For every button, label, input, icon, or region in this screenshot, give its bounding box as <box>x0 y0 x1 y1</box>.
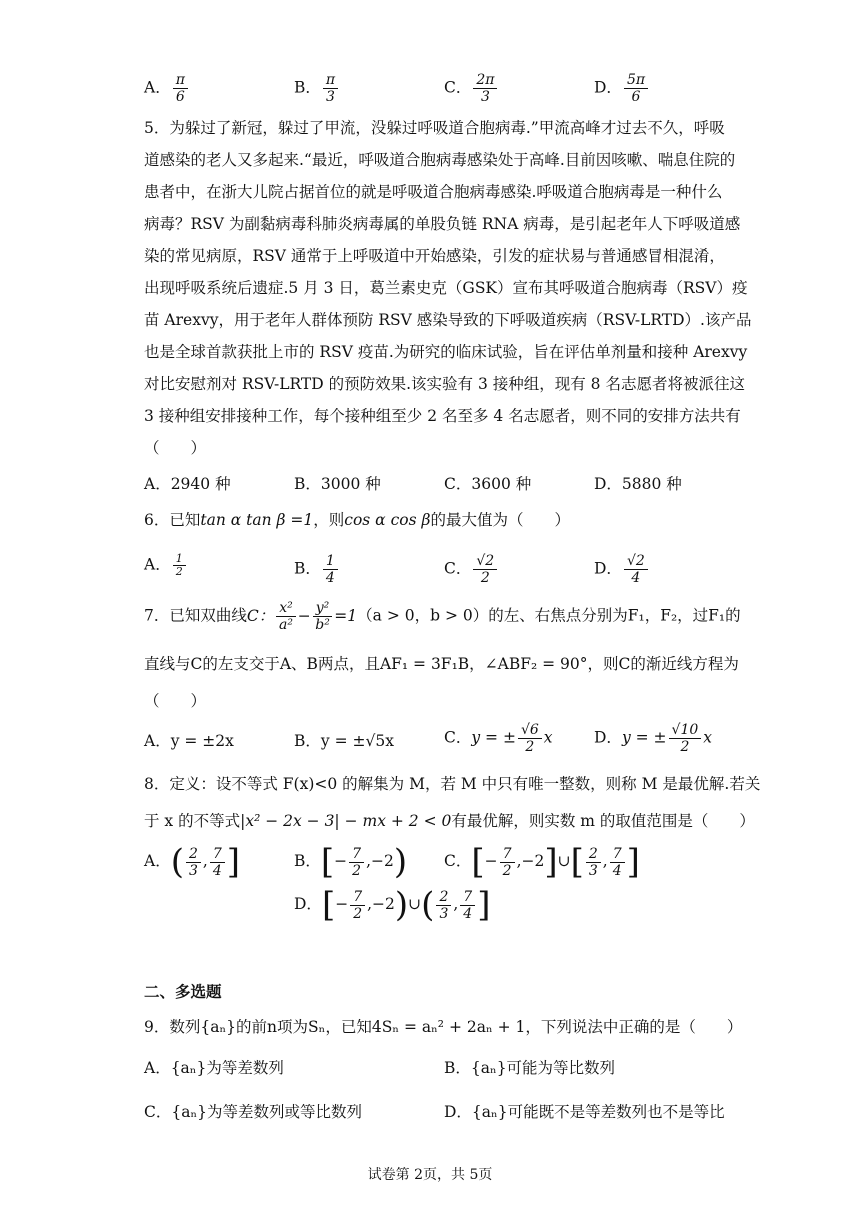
q9-option-a: A．{aₙ}为等差数列 <box>144 1059 284 1077</box>
q5-option-c: C．3600 种 <box>444 475 532 493</box>
q5-line-4: 病毒？RSV 为副黏病毒科肺炎病毒属的单股负链 RNA 病毒，是引起老年人下呼吸道感 <box>144 215 741 233</box>
q5-option-a: A．2940 种 <box>144 475 231 493</box>
q8-line-2: 于 x 的不等式|x² − 2x − 3| − mx + 2 < 0有最优解，则实数 m 的取值范围是（ ） <box>144 812 755 830</box>
q4-option-c: C． $\frac{2\pi}{3}$ <box>444 72 499 105</box>
page-footer: 试卷第 2页，共 5页 <box>367 1167 493 1183</box>
q9-stem: 9．数列{aₙ}的前n项为Sₙ，已知4Sₙ = aₙ² + 2aₙ + 1，下列说法中正确的是（ ） <box>144 1018 743 1036</box>
q6-stem: 6．已知tan α tan β =1，则cos α cos β的最大值为（ ） <box>144 511 570 529</box>
q7-line-3: （ ） <box>144 692 207 710</box>
q7-line-2: 直线与C的左支交于A、B两点，且AF₁ = 3F₁B，∠ABF₂ = 90°，则C的渐近线方程为 <box>144 655 739 673</box>
q5-line-8: 也是全球首款获批上市的 RSV 疫苗.为研究的临床试验，旨在评估单剂量和接种 Arexvy <box>144 343 748 361</box>
q7-line-1: 7．已知双曲线C： $\frac{\text{x²}}{\text{a²}}$ − $\frac{\text{y²}}{\text{b²}}$ =1（a > 0，b > 0）的左、右焦点分别为F₁，F₂，过F₁的 <box>144 600 741 633</box>
q6-option-b: B． $\frac{1}{4}$ <box>294 553 340 586</box>
q6-option-a: A． $\frac{1}{2}$ <box>144 553 188 578</box>
q5-line-1: 5．为躲过了新冠，躲过了甲流，没躲过呼吸道合胞病毒.”甲流高峰才过去不久，呼吸 <box>144 119 725 137</box>
q6-option-c: C． $\frac{√2}{2}$ <box>444 553 499 586</box>
q8-option-c: C．[− $\frac{7}{2}$ ,−2]∪[ $\frac{2}{3}$ , $\frac{7}{4}$ ] <box>444 842 640 882</box>
section-title-multiple-choice: 二、多选题 <box>144 983 222 1001</box>
q9-option-b: B．{aₙ}可能为等比数列 <box>444 1059 616 1077</box>
q5-line-6: 出现呼吸系统后遗症.5 月 3 日，葛兰素史克（GSK）宣布其呼吸道合胞病毒（RSV）疫 <box>144 279 748 297</box>
q5-option-d: D．5880 种 <box>594 475 682 493</box>
q5-line-5: 染的常见病原，RSV 通常于上呼吸道中开始感染，引发的症状易与普通感冒相混淆， <box>144 247 725 265</box>
q4-option-a: A． $\frac{\pi}{6}$ <box>144 72 190 105</box>
q5-line-7: 苗 Arexvy，用于老年人群体预防 RSV 感染导致的下呼吸道疾病（RSV-LRTD）.该产品 <box>144 311 752 329</box>
q8-option-d: D．[− $\frac{7}{2}$ ,−2)∪( $\frac{2}{3}$ , $\frac{7}{4}$ ] <box>294 885 491 925</box>
q4-option-d: D． $\frac{5\pi}{6}$ <box>594 72 650 105</box>
q9-option-c: C．{aₙ}为等差数列或等比数列 <box>144 1103 363 1121</box>
q8-option-a: A．( $\frac{2}{3}$ , $\frac{7}{4}$ ] <box>144 842 241 882</box>
q5-line-10: 3 接种组安排接种工作，每个接种组至少 2 名至多 4 名志愿者，则不同的安排方法共有 <box>144 407 741 425</box>
q6-option-d: D． $\frac{√2}{4}$ <box>594 553 650 586</box>
q7-option-a: A．y = ±2x <box>144 732 234 750</box>
q5-line-9: 对比安慰剂对 RSV-LRTD 的预防效果.该实验有 3 接种组，现有 8 名志愿者将被派往这 <box>144 375 745 393</box>
q5-line-2: 道感染的老人又多起来.“最近，呼吸道合胞病毒感染处于高峰.目前因咳嗽、喘息住院的 <box>144 151 736 169</box>
q5-line-3: 患者中，在浙大儿院占据首位的就是呼吸道合胞病毒感染.呼吸道合胞病毒是一种什么 <box>144 183 723 201</box>
q5-line-11: （ ） <box>144 439 207 457</box>
q4-option-b: B． $\frac{\pi}{3}$ <box>294 72 340 105</box>
q7-option-d: D．y = ± $\frac{√10}{2}$ x <box>594 722 713 755</box>
hyperbola-equation: C： $\frac{\text{x²}}{\text{a²}}$ − $\frac{\text{y²}}{\text{b²}}$ =1 <box>246 600 358 633</box>
q5-option-b: B．3000 种 <box>294 475 381 493</box>
q8-line-1: 8．定义：设不等式 F(x)<0 的解集为 M，若 M 中只有唯一整数，则称 M 是最优解.若关 <box>144 775 761 793</box>
q9-option-d: D．{aₙ}可能既不是等差数列也不是等比 <box>444 1103 725 1121</box>
q8-option-b: B．[− $\frac{7}{2}$ ,−2) <box>294 842 408 882</box>
q7-option-b: B．y = ±√5x <box>294 732 394 750</box>
q7-option-c: C．y = ± $\frac{√6}{2}$ x <box>444 722 553 755</box>
